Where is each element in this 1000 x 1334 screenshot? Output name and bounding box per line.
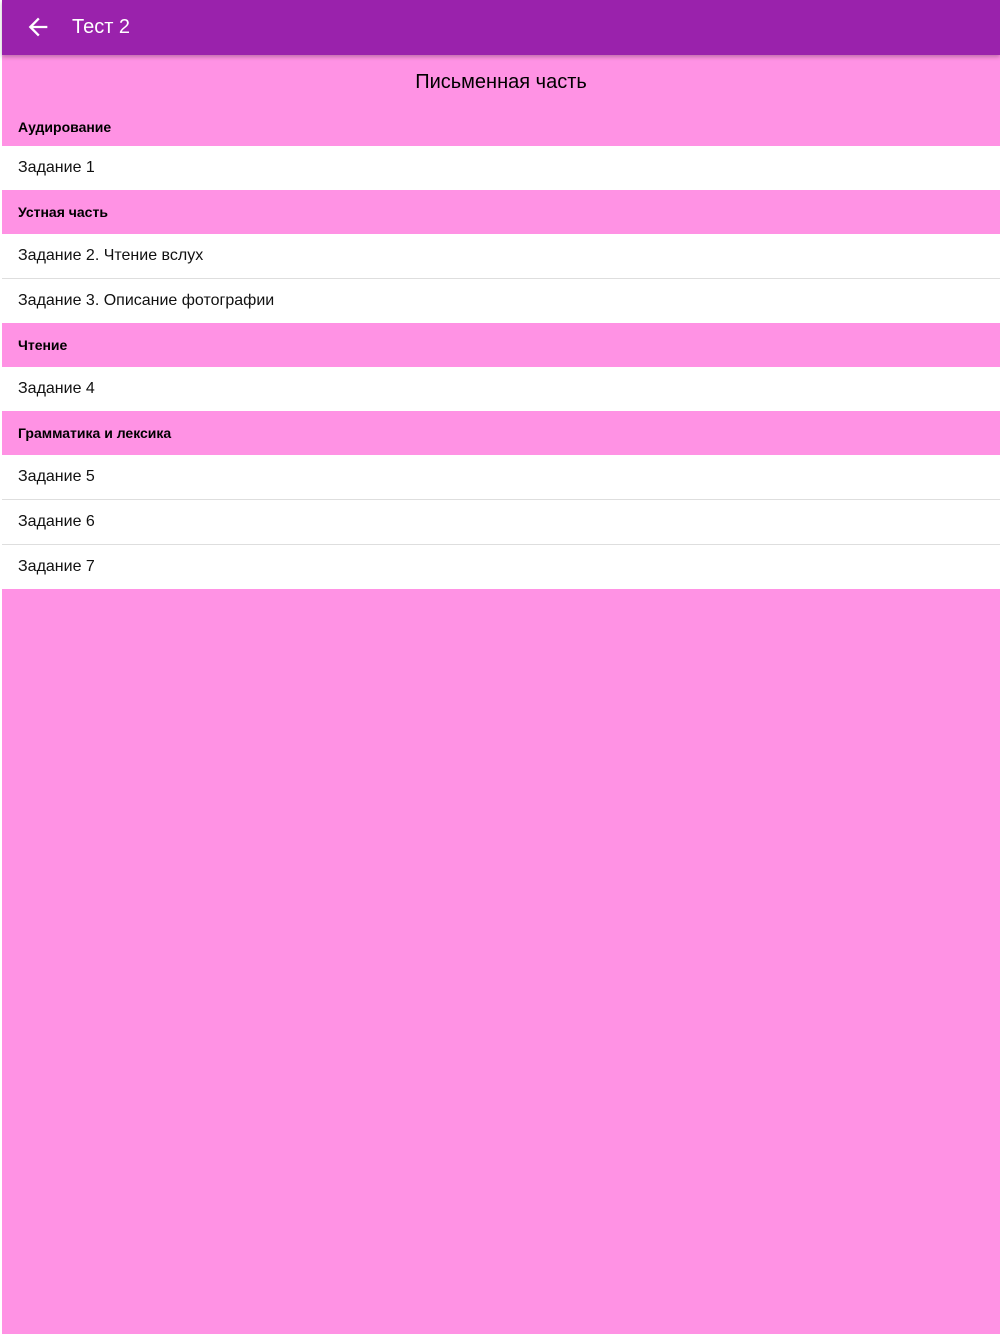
section-header-listening: Аудирование	[18, 119, 112, 135]
list-item-task-3[interactable]: Задание 3. Описание фотографии	[2, 278, 1000, 323]
back-button[interactable]	[18, 7, 58, 47]
task-list	[2, 56, 1000, 589]
section-header-grammar: Грамматика и лексика	[18, 425, 172, 441]
app-bar-title: Тест 2	[72, 16, 131, 38]
list-item-task-7[interactable]: Задание 7	[2, 544, 1000, 589]
section-header-reading: Чтение	[18, 337, 68, 353]
list-item-task-2[interactable]: Задание 2. Чтение вслух	[2, 234, 1000, 278]
list-item-task-1[interactable]: Задание 1	[2, 146, 1000, 190]
list-item-task-6[interactable]: Задание 6	[2, 499, 1000, 544]
app-bar	[2, 0, 1000, 55]
list-item-task-5[interactable]: Задание 5	[2, 455, 1000, 499]
list-item-task-4[interactable]: Задание 4	[2, 367, 1000, 411]
page-title: Письменная часть	[415, 71, 587, 93]
app-screen	[2, 0, 1000, 1334]
section-header-speaking: Устная часть	[18, 204, 108, 220]
arrow-left-icon	[24, 13, 52, 41]
